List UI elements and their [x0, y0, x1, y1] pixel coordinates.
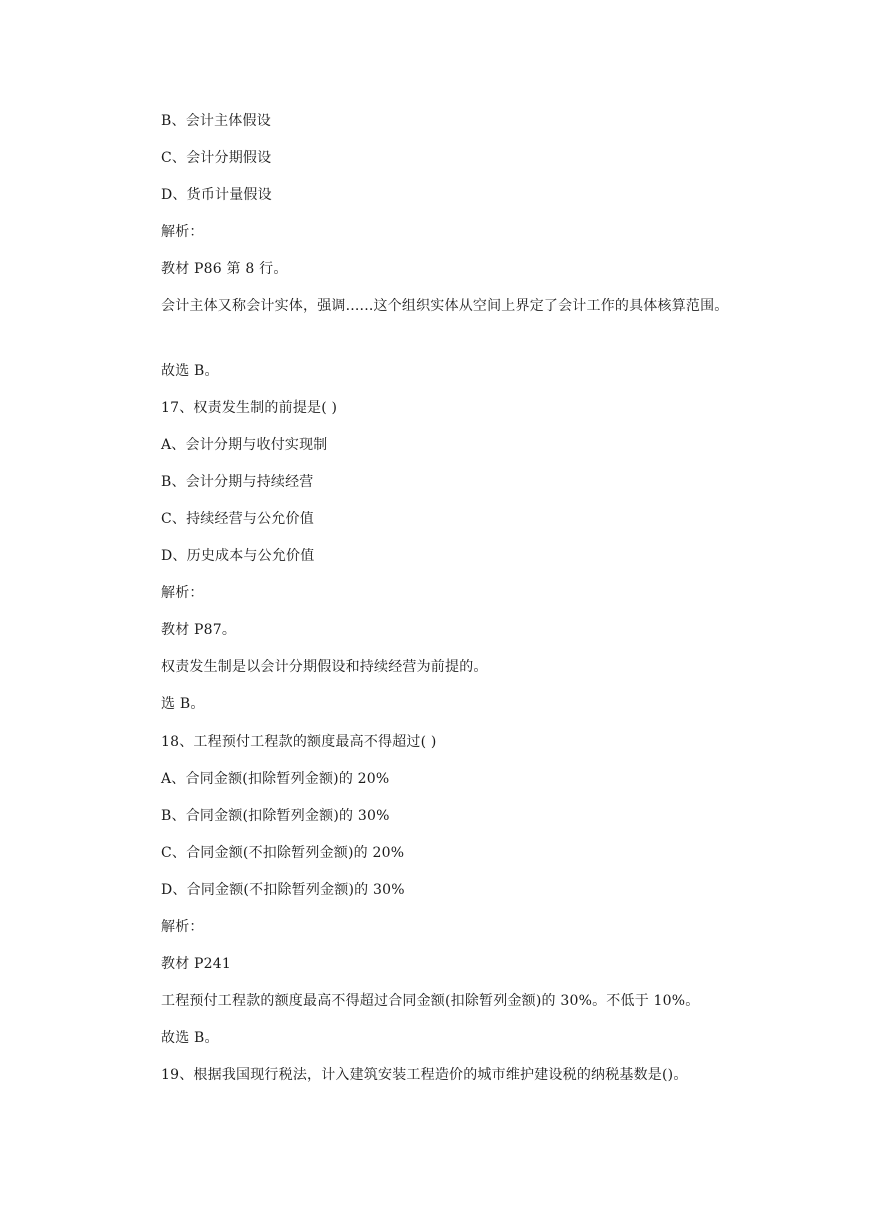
q16-option-d: D、货币计量假设 [161, 187, 272, 203]
q17-option-d: D、历史成本与公允价值 [161, 548, 315, 564]
q18-analysis-ref: 教材 P241 [161, 956, 231, 972]
q18-analysis-label: 解析： [161, 919, 204, 935]
q17-analysis-ref: 教材 P87。 [161, 622, 237, 638]
q16-option-b: B、会计主体假设 [161, 113, 271, 129]
q17-question: 17、权责发生制的前提是( ) [161, 400, 338, 416]
q18-analysis-text: 工程预付工程款的额度最高不得超过合同金额(扣除暂列金额)的 30%。不低于 10%。 [161, 993, 700, 1009]
q17-option-a: A、会计分期与收付实现制 [161, 437, 328, 453]
q17-answer: 选 B。 [161, 696, 205, 712]
q17-analysis-label: 解析： [161, 585, 204, 601]
q18-option-a: A、合同金额(扣除暂列金额)的 20% [161, 771, 390, 787]
q16-option-c: C、会计分期假设 [161, 150, 272, 166]
q17-option-b: B、会计分期与持续经营 [161, 474, 314, 490]
q18-option-b: B、合同金额(扣除暂列金额)的 30% [161, 808, 390, 824]
q18-answer: 故选 B。 [161, 1030, 219, 1046]
q18-question: 18、工程预付工程款的额度最高不得超过( ) [161, 734, 437, 750]
q16-analysis-text: 会计主体又称会计实体，强调......这个组织实体从空间上界定了会计工作的具体核算范围。 [161, 298, 729, 314]
q18-option-d: D、合同金额(不扣除暂列金额)的 30% [161, 882, 405, 898]
q16-analysis-ref: 教材 P86 第 8 行。 [161, 261, 288, 277]
q16-answer: 故选 B。 [161, 363, 219, 379]
q17-option-c: C、持续经营与公允价值 [161, 511, 314, 527]
q19-question: 19、根据我国现行税法，计入建筑安装工程造价的城市维护建设税的纳税基数是()。 [161, 1067, 688, 1083]
q18-option-c: C、合同金额(不扣除暂列金额)的 20% [161, 845, 405, 861]
q16-analysis-label: 解析： [161, 224, 204, 240]
q17-analysis-text: 权责发生制是以会计分期假设和持续经营为前提的。 [161, 659, 488, 675]
